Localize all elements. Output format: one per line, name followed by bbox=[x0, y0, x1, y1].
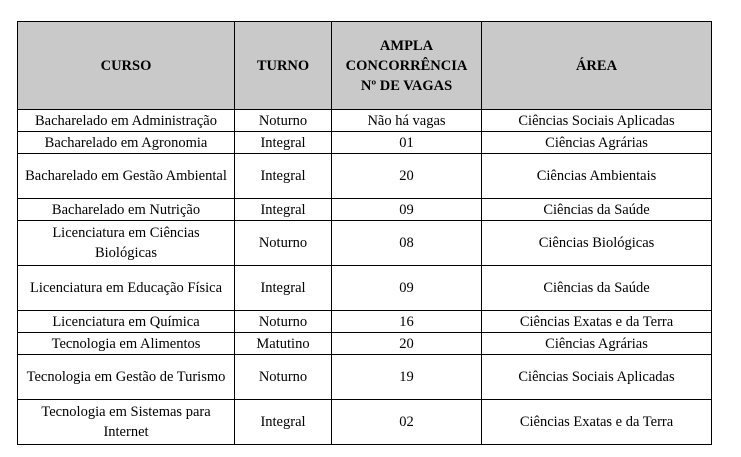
table-row bbox=[18, 266, 712, 311]
table-row bbox=[18, 400, 712, 445]
table-body bbox=[18, 110, 712, 445]
cell-area: Ciências Sociais Aplicadas bbox=[482, 110, 712, 132]
cell-vagas: 19 bbox=[332, 355, 482, 400]
vacancies-table bbox=[17, 21, 712, 445]
cell-vagas: 01 bbox=[332, 132, 482, 154]
cell-area: Ciências Biológicas bbox=[482, 221, 712, 266]
cell-area: Ciências Exatas e da Terra bbox=[482, 311, 712, 333]
cell-vagas: 20 bbox=[332, 154, 482, 199]
header-vagas-line3: Nº DE VAGAS bbox=[360, 77, 453, 94]
header-area: ÁREA bbox=[482, 22, 712, 110]
header-turno: TURNO bbox=[235, 22, 332, 110]
cell-vagas: 16 bbox=[332, 311, 482, 333]
table-row bbox=[18, 110, 712, 132]
cell-area: Ciências Agrárias bbox=[482, 333, 712, 355]
cell-turno: Matutino bbox=[235, 333, 332, 355]
cell-area: Ciências Ambientais bbox=[482, 154, 712, 199]
table-header bbox=[18, 22, 712, 110]
cell-curso: Licenciatura em Educação Física bbox=[18, 266, 235, 311]
cell-turno: Noturno bbox=[235, 311, 332, 333]
cell-area: Ciências Sociais Aplicadas bbox=[482, 355, 712, 400]
table-row bbox=[18, 221, 712, 266]
cell-vagas: 09 bbox=[332, 199, 482, 221]
cell-vagas: Não há vagas bbox=[332, 110, 482, 132]
cell-turno: Integral bbox=[235, 400, 332, 445]
cell-turno: Noturno bbox=[235, 221, 332, 266]
cell-curso: Licenciatura em Química bbox=[18, 311, 235, 333]
header-vagas bbox=[332, 22, 482, 110]
table-row bbox=[18, 154, 712, 199]
cell-area: Ciências Exatas e da Terra bbox=[482, 400, 712, 445]
cell-turno: Integral bbox=[235, 266, 332, 311]
header-vagas-line2: CONCORRÊNCIA bbox=[345, 57, 468, 74]
cell-vagas: 08 bbox=[332, 221, 482, 266]
cell-curso: Bacharelado em Agronomia bbox=[18, 132, 235, 154]
header-row bbox=[18, 22, 712, 110]
cell-curso: Tecnologia em Gestão de Turismo bbox=[18, 355, 235, 400]
cell-curso: Tecnologia em Sistemas para Internet bbox=[18, 400, 235, 445]
cell-vagas: 20 bbox=[332, 333, 482, 355]
table-row bbox=[18, 333, 712, 355]
cell-curso: Bacharelado em Gestão Ambiental bbox=[18, 154, 235, 199]
cell-vagas: 09 bbox=[332, 266, 482, 311]
cell-area: Ciências da Saúde bbox=[482, 266, 712, 311]
table-row bbox=[18, 199, 712, 221]
cell-turno: Noturno bbox=[235, 355, 332, 400]
table-row bbox=[18, 355, 712, 400]
cell-area: Ciências Agrárias bbox=[482, 132, 712, 154]
cell-turno: Integral bbox=[235, 154, 332, 199]
cell-curso: Bacharelado em Nutrição bbox=[18, 199, 235, 221]
cell-area: Ciências da Saúde bbox=[482, 199, 712, 221]
cell-turno: Integral bbox=[235, 132, 332, 154]
cell-curso: Bacharelado em Administração bbox=[18, 110, 235, 132]
cell-curso: Licenciatura em Ciências Biológicas bbox=[18, 221, 235, 266]
cell-turno: Noturno bbox=[235, 110, 332, 132]
header-curso: CURSO bbox=[18, 22, 235, 110]
header-vagas-line1: AMPLA bbox=[379, 37, 434, 54]
cell-turno: Integral bbox=[235, 199, 332, 221]
cell-curso: Tecnologia em Alimentos bbox=[18, 333, 235, 355]
table-row bbox=[18, 311, 712, 333]
table-row bbox=[18, 132, 712, 154]
cell-vagas: 02 bbox=[332, 400, 482, 445]
